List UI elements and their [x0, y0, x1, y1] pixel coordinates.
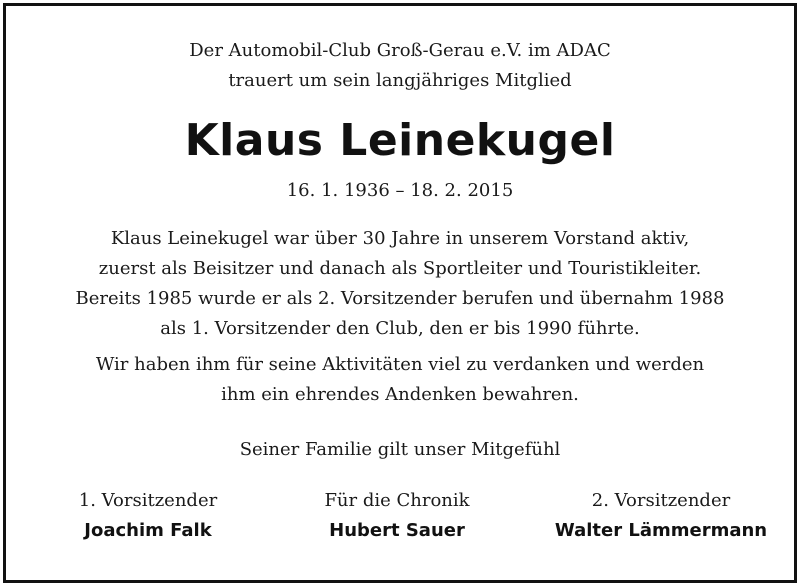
intro-line: trauert um sein langjähriges Mitglied	[228, 70, 572, 91]
gratitude-line: ihm ein ehrendes Andenken bewahren.	[221, 384, 579, 405]
intro-line: Der Automobil-Club Groß-Gerau e.V. im ADAC	[189, 40, 611, 61]
tribute-paragraph	[6, 224, 794, 344]
signatory-name: Hubert Sauer	[329, 520, 465, 541]
gratitude-paragraph	[6, 350, 794, 410]
tribute-line: Klaus Leinekugel war über 30 Jahre in unserem Vorstand aktiv,	[110, 228, 690, 249]
signatory-chronicle	[267, 488, 527, 548]
signatory-title: Für die Chronik	[324, 490, 470, 511]
signatory-second-chair	[531, 488, 791, 548]
life-dates: 16. 1. 1936 – 18. 2. 2015	[286, 180, 514, 201]
signatory-title: 1. Vorsitzender	[78, 490, 218, 511]
signatory-title: 2. Vorsitzender	[591, 490, 731, 511]
signatory-first-chair	[18, 488, 278, 548]
signatory-name: Joachim Falk	[84, 520, 212, 541]
deceased-name: Klaus Leinekugel	[184, 115, 616, 166]
gratitude-line: Wir haben ihm für seine Aktivitäten viel zu verdanken und werden	[95, 354, 705, 375]
intro-text	[6, 36, 794, 96]
signatory-name: Walter Lämmermann	[554, 520, 768, 541]
tribute-line: Bereits 1985 wurde er als 2. Vorsitzender berufen und übernahm 1988	[75, 288, 725, 309]
tribute-line: als 1. Vorsitzender den Club, den er bis 1990 führte.	[160, 318, 640, 339]
tribute-line: zuerst als Beisitzer und danach als Sportleiter und Touristikleiter.	[98, 258, 702, 279]
notice-frame	[3, 3, 797, 583]
condolence-text: Seiner Familie gilt unser Mitgefühl	[239, 439, 561, 460]
